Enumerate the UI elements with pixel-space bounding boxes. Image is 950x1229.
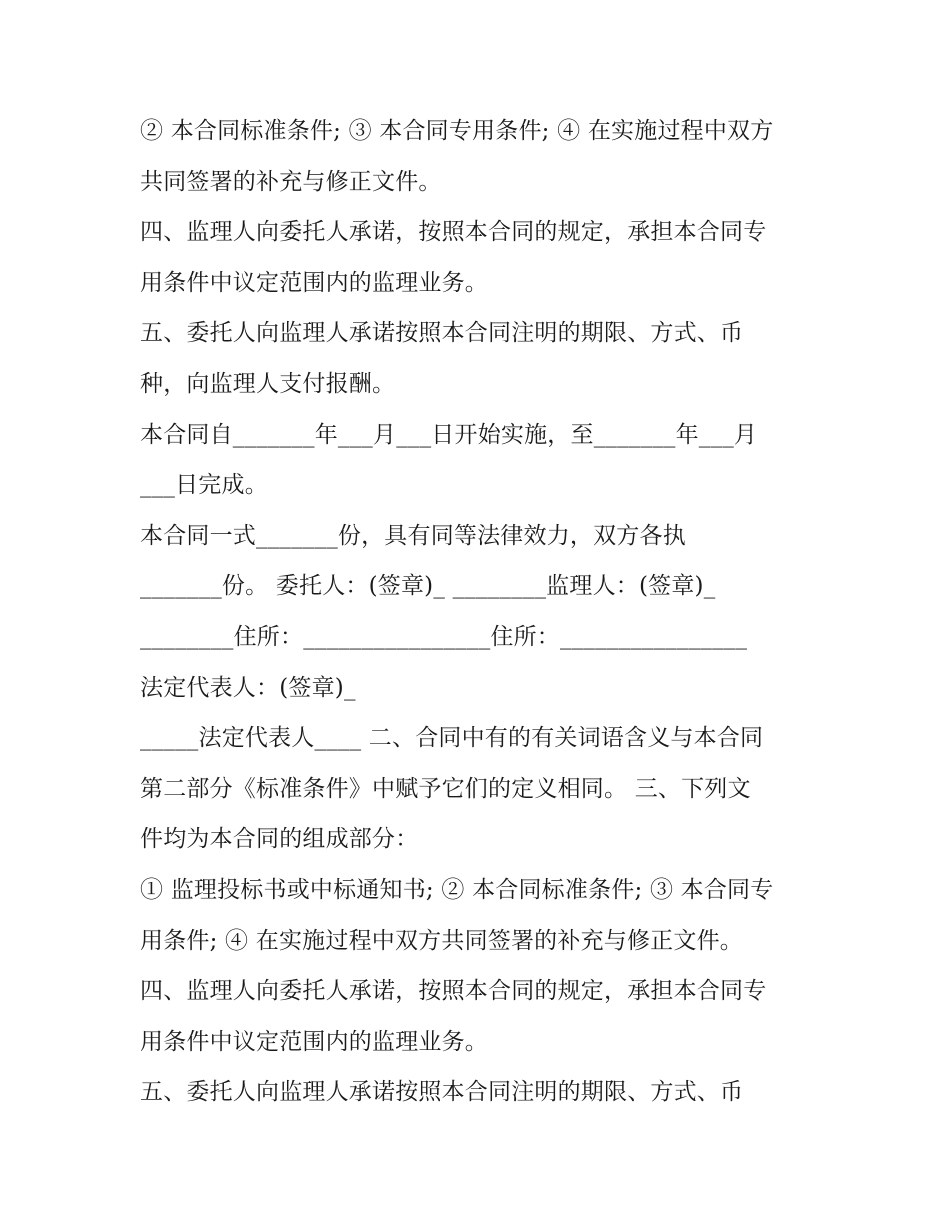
text-line: 第二部分《标准条件》中赋予它们的定义相同。 三、下列文 — [140, 775, 751, 802]
text-line: _______份。 委托人：(签章)_ ________监理人：(签章)_ — [140, 573, 716, 600]
text-line: 共同签署的补充与修正文件。 — [140, 168, 442, 195]
text-line: 五、委托人向监理人承诺按照本合同注明的期限、方式、币 — [140, 320, 744, 347]
text-line: 四、监理人向委托人承诺，按照本合同的规定，承担本合同专 — [140, 219, 767, 246]
text-line: ② 本合同标准条件; ③ 本合同专用条件; ④ 在实施过程中双方 — [140, 118, 774, 144]
text-line: 用条件中议定范围内的监理业务。 — [140, 269, 488, 296]
text-line: _____法定代表人____ 二、合同中有的有关词语含义与本合同 — [140, 725, 764, 752]
text-line: 用条件; ④ 在实施过程中双方共同签署的补充与修正文件。 — [140, 927, 743, 954]
text-line: 用条件中议定范围内的监理业务。 — [140, 1028, 488, 1055]
text-line: 法定代表人：(签章)_ — [140, 674, 356, 701]
text-line: 种，向监理人支付报酬。 — [140, 370, 396, 397]
text-line: 四、监理人向委托人承诺，按照本合同的规定，承担本合同专 — [140, 978, 767, 1005]
contract-text-body — [140, 106, 812, 1118]
text-line: ___日完成。 — [140, 472, 268, 499]
text-line: 本合同自_______年___月___日开始实施，至_______年___月 — [140, 421, 758, 448]
text-line: ________住所：________________住所：________________ — [140, 623, 748, 650]
text-line: 本合同一式_______份，具有同等法律效力，双方各执 — [140, 522, 686, 549]
text-line: 件均为本合同的组成部分： — [140, 826, 419, 853]
text-line: ① 监理投标书或中标通知书; ② 本合同标准条件; ③ 本合同专 — [140, 876, 774, 903]
text-line: 五、委托人向监理人承诺按照本合同注明的期限、方式、币 — [140, 1079, 744, 1106]
